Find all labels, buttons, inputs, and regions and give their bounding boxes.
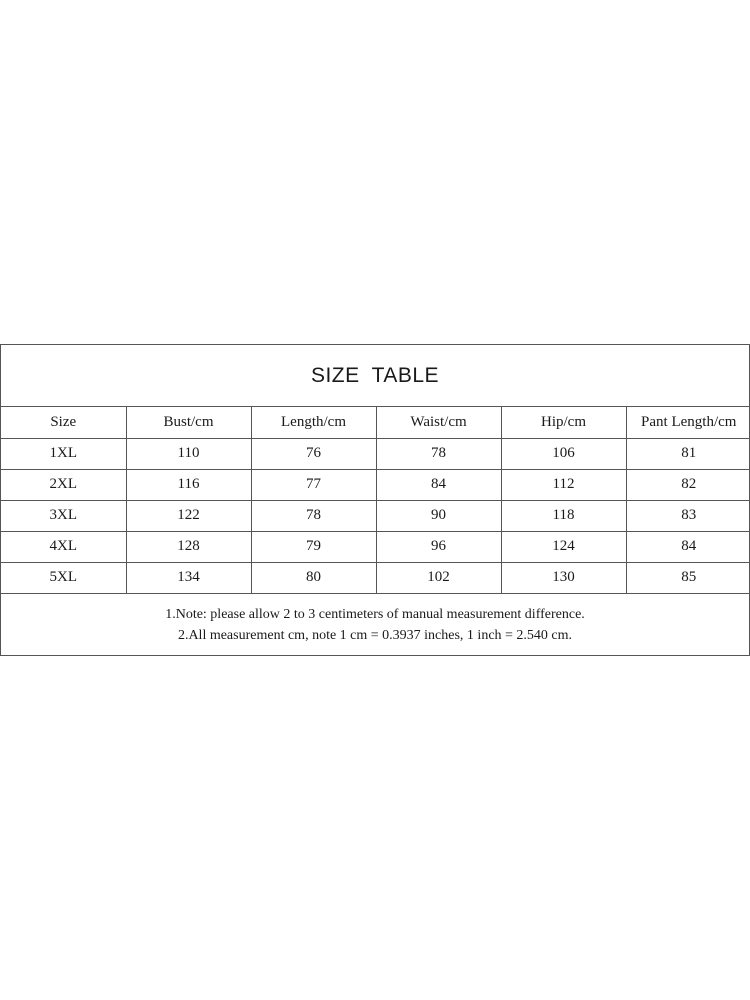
header-cell: Waist/cm bbox=[376, 407, 501, 438]
length-cell: 80 bbox=[251, 562, 376, 593]
length-cell: 79 bbox=[251, 531, 376, 562]
table-row bbox=[1, 562, 750, 593]
hip-cell: 118 bbox=[501, 500, 626, 531]
bust-cell: 128 bbox=[126, 531, 251, 562]
waist-cell: 102 bbox=[376, 562, 501, 593]
size-grid bbox=[1, 407, 750, 594]
note-line: 1.Note: please allow 2 to 3 centimeters of manual measurement difference. bbox=[165, 606, 585, 622]
header-cell: Size bbox=[1, 407, 126, 438]
bust-cell: 122 bbox=[126, 500, 251, 531]
pant-length-cell: 84 bbox=[626, 531, 750, 562]
header-cell: Pant Length/cm bbox=[626, 407, 750, 438]
table-row bbox=[1, 469, 750, 500]
length-cell: 77 bbox=[251, 469, 376, 500]
table-title: SIZE TABLE bbox=[310, 363, 440, 387]
pant-length-cell: 83 bbox=[626, 500, 750, 531]
table-row bbox=[1, 438, 750, 469]
pant-length-cell: 81 bbox=[626, 438, 750, 469]
pant-length-cell: 82 bbox=[626, 469, 750, 500]
header-row bbox=[1, 407, 750, 438]
waist-cell: 90 bbox=[376, 500, 501, 531]
waist-cell: 84 bbox=[376, 469, 501, 500]
header-cell: Bust/cm bbox=[126, 407, 251, 438]
table-row bbox=[1, 500, 750, 531]
waist-cell: 78 bbox=[376, 438, 501, 469]
size-table bbox=[0, 344, 750, 656]
hip-cell: 124 bbox=[501, 531, 626, 562]
table-row bbox=[1, 531, 750, 562]
waist-cell: 96 bbox=[376, 531, 501, 562]
notes bbox=[1, 594, 749, 646]
length-cell: 76 bbox=[251, 438, 376, 469]
header-cell: Length/cm bbox=[251, 407, 376, 438]
bust-cell: 134 bbox=[126, 562, 251, 593]
header-cell: Hip/cm bbox=[501, 407, 626, 438]
bust-cell: 116 bbox=[126, 469, 251, 500]
size-cell: 3XL bbox=[1, 500, 126, 531]
size-cell: 4XL bbox=[1, 531, 126, 562]
hip-cell: 130 bbox=[501, 562, 626, 593]
hip-cell: 106 bbox=[501, 438, 626, 469]
hip-cell: 112 bbox=[501, 469, 626, 500]
size-cell: 1XL bbox=[1, 438, 126, 469]
length-cell: 78 bbox=[251, 500, 376, 531]
bust-cell: 110 bbox=[126, 438, 251, 469]
size-cell: 2XL bbox=[1, 469, 126, 500]
note-line: 2.All measurement cm, note 1 cm = 0.3937 inches, 1 inch = 2.540 cm. bbox=[177, 627, 573, 643]
pant-length-cell: 85 bbox=[626, 562, 750, 593]
title-row bbox=[1, 345, 749, 407]
size-cell: 5XL bbox=[1, 562, 126, 593]
